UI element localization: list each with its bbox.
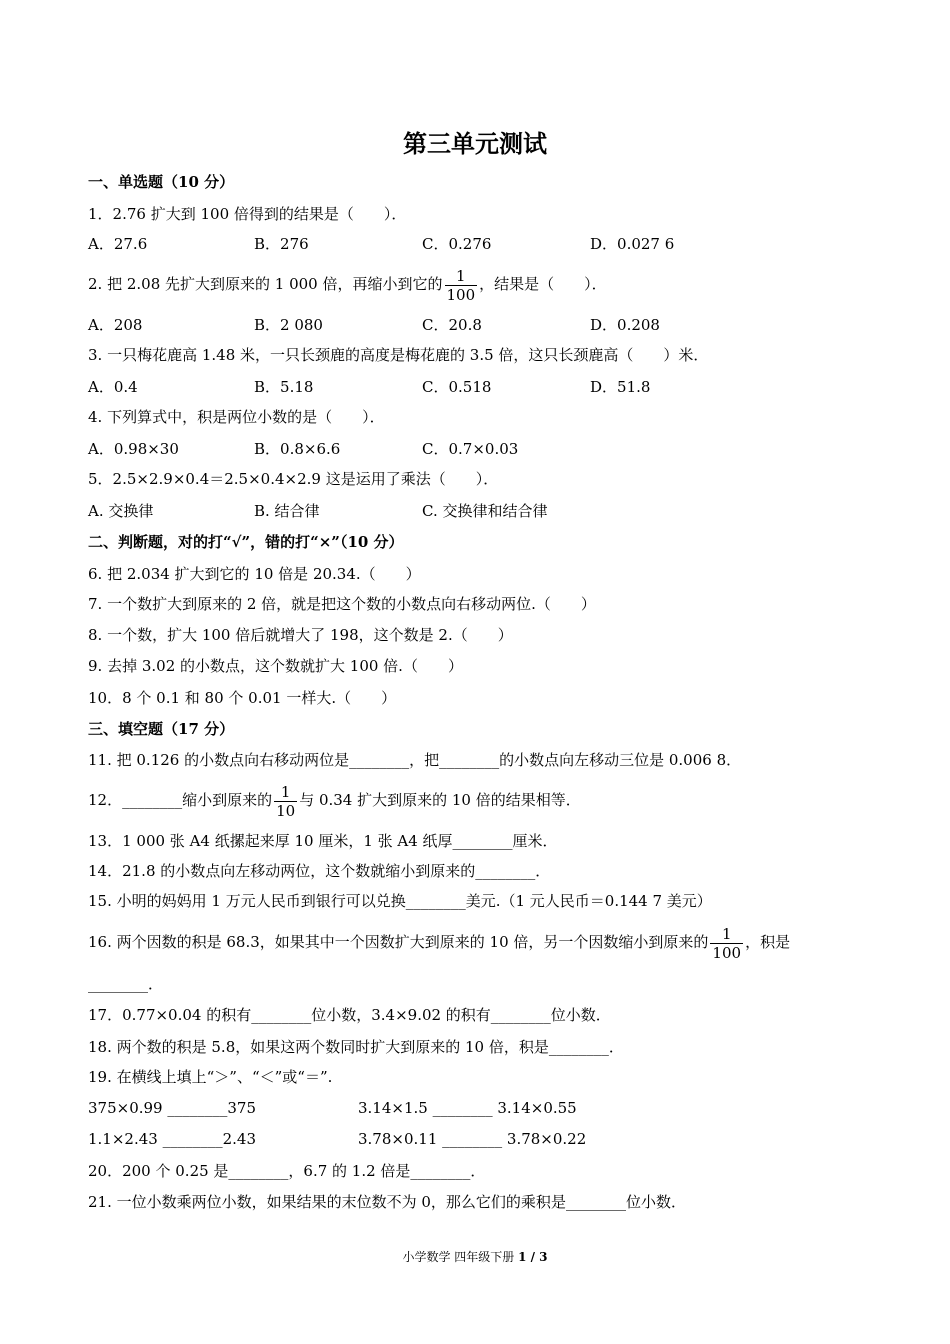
option-a: A. 交换律 — [88, 502, 154, 520]
question-8: 8. 一个数，扩大 100 倍后就增大了 198，这个数是 2.（ ） — [88, 626, 513, 644]
fraction-numerator: 1 — [280, 782, 291, 801]
fraction-one-hundredth — [445, 267, 478, 304]
option-c: C. 交换律和结合律 — [422, 502, 548, 520]
option-b: B．0.8×6.6 — [254, 440, 341, 458]
section-heading-true-false: 二、判断题，对的打“√”，错的打“×”（10 分） — [88, 533, 404, 551]
question-15: 15. 小明的妈妈用 1 万元人民币到银行可以兑换________美元.（1 元人民币＝0.144 7 美元） — [88, 892, 712, 910]
footer-text: 小学数学 四年级下册 — [402, 1250, 519, 1264]
option-b: B. 结合律 — [254, 502, 320, 520]
question-14: 14．21.8 的小数点向左移动两位，这个数就缩小到原来的________． — [88, 862, 551, 880]
page-number: 1 / 3 — [518, 1250, 548, 1264]
question-3: 3. 一只梅花鹿高 1.48 米，一只长颈鹿的高度是梅花鹿的 3.5 倍，这只长颈鹿高（ ）米． — [88, 346, 709, 364]
fraction-denominator: 10 — [276, 801, 296, 820]
option-a: A．0.4 — [88, 378, 138, 396]
question-2-text-pre: 2. 把 2.08 先扩大到原来的 1 000 倍，再缩小到它的 — [88, 275, 443, 293]
option-c: C．20.8 — [422, 316, 482, 334]
option-c: C．0.518 — [422, 378, 492, 396]
option-b: B．276 — [254, 235, 309, 253]
comparison-item: 3.78×0.11 ________ 3.78×0.22 — [358, 1130, 587, 1148]
comparison-item: 3.14×1.5 ________ 3.14×0.55 — [358, 1099, 577, 1117]
question-12 — [88, 778, 581, 822]
question-7: 7. 一个数扩大到原来的 2 倍，就是把这个数的小数点向右移动两位.（ ） — [88, 595, 596, 613]
fraction-numerator: 1 — [456, 266, 466, 285]
option-d: D．51.8 — [590, 378, 651, 396]
option-b: B．2 080 — [254, 316, 323, 334]
comparison-item: 1.1×2.43 ________2.43 — [88, 1130, 256, 1148]
question-4: 4. 下列算式中，积是两位小数的是（ ）． — [88, 408, 385, 426]
option-b: B．5.18 — [254, 378, 314, 396]
question-18: 18. 两个数的积是 5.8，如果这两个数同时扩大到原来的 10 倍，积是________． — [88, 1038, 624, 1056]
question-17: 17．0.77×0.04 的积有________位小数，3.4×9.02 的积有________位小数． — [88, 1006, 611, 1024]
question-12-text-pre: 12．________缩小到原来的 — [88, 791, 273, 809]
fraction-numerator: 1 — [721, 924, 732, 943]
fraction-one-tenth — [274, 783, 297, 820]
question-10: 10．8 个 0.1 和 80 个 0.01 一样大.（ ） — [88, 689, 397, 707]
question-11: 11. 把 0.126 的小数点向右移动两位是________，把________的小数点向左移动三位是 0.006 8． — [88, 751, 742, 769]
question-6: 6. 把 2.034 扩大到它的 10 倍是 20.34.（ ） — [88, 565, 421, 583]
question-1: 1．2.76 扩大到 100 倍得到的结果是（ ）． — [88, 205, 407, 223]
option-a: A．0.98×30 — [88, 440, 179, 458]
option-c: C．0.276 — [422, 235, 492, 253]
question-16-text-pre: 16. 两个因数的积是 68.3，如果其中一个因数扩大到原来的 10 倍，另一个因数缩小到原来的 — [88, 933, 709, 951]
question-16-continuation: ________． — [88, 975, 164, 993]
question-12-text-post: 与 0.34 扩大到原来的 10 倍的结果相等． — [299, 791, 581, 809]
option-a: A．27.6 — [88, 235, 148, 253]
section-heading-fill-blank: 三、填空题（17 分） — [88, 720, 235, 738]
option-a: A．208 — [88, 316, 143, 334]
page-title: 第三单元测试 — [403, 129, 547, 158]
option-d: D．0.027 6 — [590, 235, 675, 253]
question-21: 21. 一位小数乘两位小数，如果结果的末位数不为 0，那么它们的乘积是________位小数． — [88, 1193, 686, 1211]
question-5: 5．2.5×2.9×0.4＝2.5×0.4×2.9 这是运用了乘法（ ）． — [88, 470, 499, 488]
question-16-text-post: ，积是 — [745, 933, 791, 951]
section-heading-single-choice: 一、单选题（10 分） — [88, 173, 235, 191]
fraction-denominator: 100 — [446, 285, 476, 304]
question-20: 20．200 个 0.25 是________，6.7 的 1.2 倍是________． — [88, 1162, 486, 1180]
page-footer — [0, 1248, 950, 1265]
option-c: C．0.7×0.03 — [422, 440, 519, 458]
question-19: 19. 在横线上填上“＞”、“＜”或“＝”. — [88, 1068, 333, 1086]
option-d: D．0.208 — [590, 316, 660, 334]
comparison-item: 375×0.99 ________375 — [88, 1099, 256, 1117]
fraction-one-hundredth — [710, 925, 743, 962]
question-2 — [88, 262, 607, 306]
question-16 — [88, 920, 790, 964]
question-13: 13．1 000 张 A4 纸摞起来厚 10 厘米，1 张 A4 纸厚________厘米． — [88, 832, 558, 850]
question-2-text-post: ，结果是（ ）． — [479, 275, 607, 293]
question-9: 9. 去掉 3.02 的小数点，这个数就扩大 100 倍.（ ） — [88, 657, 463, 675]
fraction-denominator: 100 — [712, 943, 742, 962]
